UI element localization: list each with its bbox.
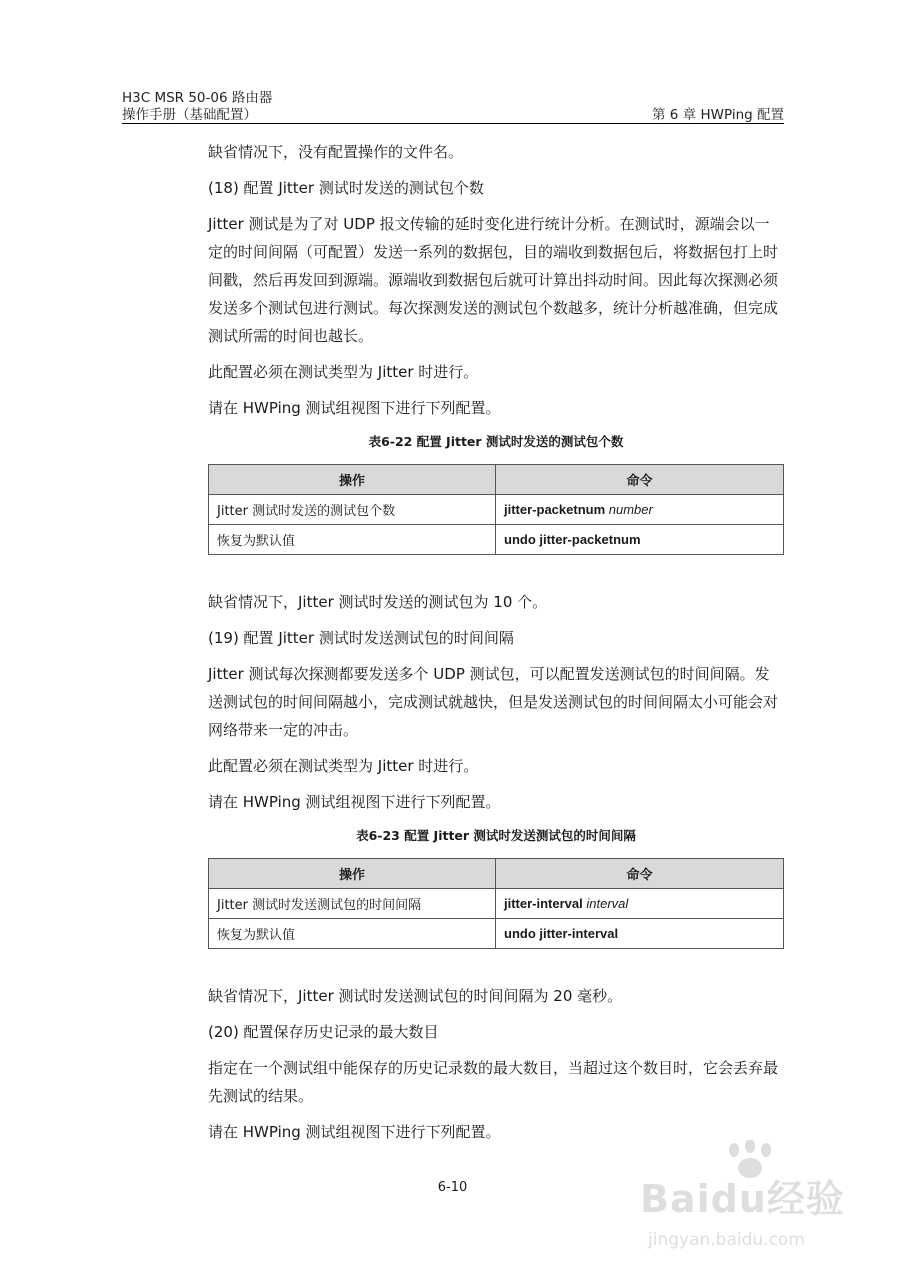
table-caption-6-23: 表6-23 配置 Jitter 测试时发送测试包的时间间隔 <box>356 828 636 843</box>
table-cell-operation: 恢复为默认值 <box>209 525 496 555</box>
table-cell-command: jitter-interval interval <box>496 889 784 919</box>
header-row <box>122 103 784 123</box>
paragraph-view-19: 请在 HWPing 测试组视图下进行下列配置。 <box>208 793 501 811</box>
table-6-23 <box>208 858 784 949</box>
table-header-command: 命令 <box>496 465 784 495</box>
header-chapter: 第 6 章 HWPing 配置 <box>652 107 784 123</box>
paragraph-jitter-description: Jitter 测试是为了对 UDP 报文传输的延时变化进行统计分析。在测试时，源端会以一定的时间间隔（可配置）发送一系列的数据包，目的端收到数据包后，将数据包打上时间戳，然后再发回到源端。源端收到数据包后就可计算出抖动时间。因此每次探测必须发送多个测试包进行测试。每次探测发送的测试包个数越多，统计分析越准确，但完成测试所需的时间也越长。 <box>208 215 779 345</box>
baidu-watermark <box>640 1140 870 1270</box>
table-caption-6-22: 表6-22 配置 Jitter 测试时发送的测试包个数 <box>368 434 624 449</box>
table-row <box>209 525 784 555</box>
paragraph-default-filename: 缺省情况下，没有配置操作的文件名。 <box>208 143 464 161</box>
paragraph-history-description: 指定在一个测试组中能保存的历史记录数的最大数目，当超过这个数目时，它会丢弃最先测试的结果。 <box>208 1059 779 1105</box>
table-cell-operation: 恢复为默认值 <box>209 919 496 949</box>
table-row <box>209 495 784 525</box>
table-6-22 <box>208 464 784 555</box>
paragraph-default-interval: 缺省情况下，Jitter 测试时发送测试包的时间间隔为 20 毫秒。 <box>208 987 623 1005</box>
section-heading-18: (18) 配置 Jitter 测试时发送的测试包个数 <box>208 179 484 197</box>
paragraph-jitter-type-18: 此配置必须在测试类型为 Jitter 时进行。 <box>208 363 479 381</box>
table-header-command: 命令 <box>496 859 784 889</box>
page-number: 6-10 <box>437 1180 468 1195</box>
table-header-operation: 操作 <box>209 465 496 495</box>
table-cell-command: jitter-packetnum number <box>496 495 784 525</box>
header-rule <box>122 123 784 124</box>
watermark-url: jingyan.baidu.com <box>648 1230 805 1250</box>
paragraph-default-packetnum: 缺省情况下，Jitter 测试时发送的测试包为 10 个。 <box>208 593 548 611</box>
section-heading-20: (20) 配置保存历史记录的最大数目 <box>208 1023 439 1041</box>
table-cell-operation: Jitter 测试时发送的测试包个数 <box>209 495 496 525</box>
table-header-operation: 操作 <box>209 859 496 889</box>
command-argument: interval <box>586 896 629 911</box>
table-cell-command: undo jitter-packetnum <box>496 525 784 555</box>
page-content <box>208 138 784 1154</box>
paragraph-jitter-type-19: 此配置必须在测试类型为 Jitter 时进行。 <box>208 757 479 775</box>
paragraph-view-18: 请在 HWPing 测试组视图下进行下列配置。 <box>208 399 501 417</box>
paragraph-interval-description: Jitter 测试每次探测都要发送多个 UDP 测试包，可以配置发送测试包的时间间隔。发送测试包的时间间隔越小，完成测试就越快，但是发送测试包的时间间隔太小可能会对网络带来一定的冲击。 <box>208 665 779 739</box>
watermark-brand: Baidu经验 <box>640 1177 845 1221</box>
header-product: H3C MSR 50-06 路由器 <box>122 90 273 106</box>
paragraph-view-20: 请在 HWPing 测试组视图下进行下列配置。 <box>208 1123 501 1141</box>
table-row <box>209 919 784 949</box>
table-cell-command: undo jitter-interval <box>496 919 784 949</box>
section-heading-19: (19) 配置 Jitter 测试时发送测试包的时间间隔 <box>208 629 514 647</box>
header-manual: 操作手册（基础配置） <box>122 107 257 123</box>
table-cell-operation: Jitter 测试时发送测试包的时间间隔 <box>209 889 496 919</box>
table-row <box>209 889 784 919</box>
command-argument: number <box>608 502 653 517</box>
